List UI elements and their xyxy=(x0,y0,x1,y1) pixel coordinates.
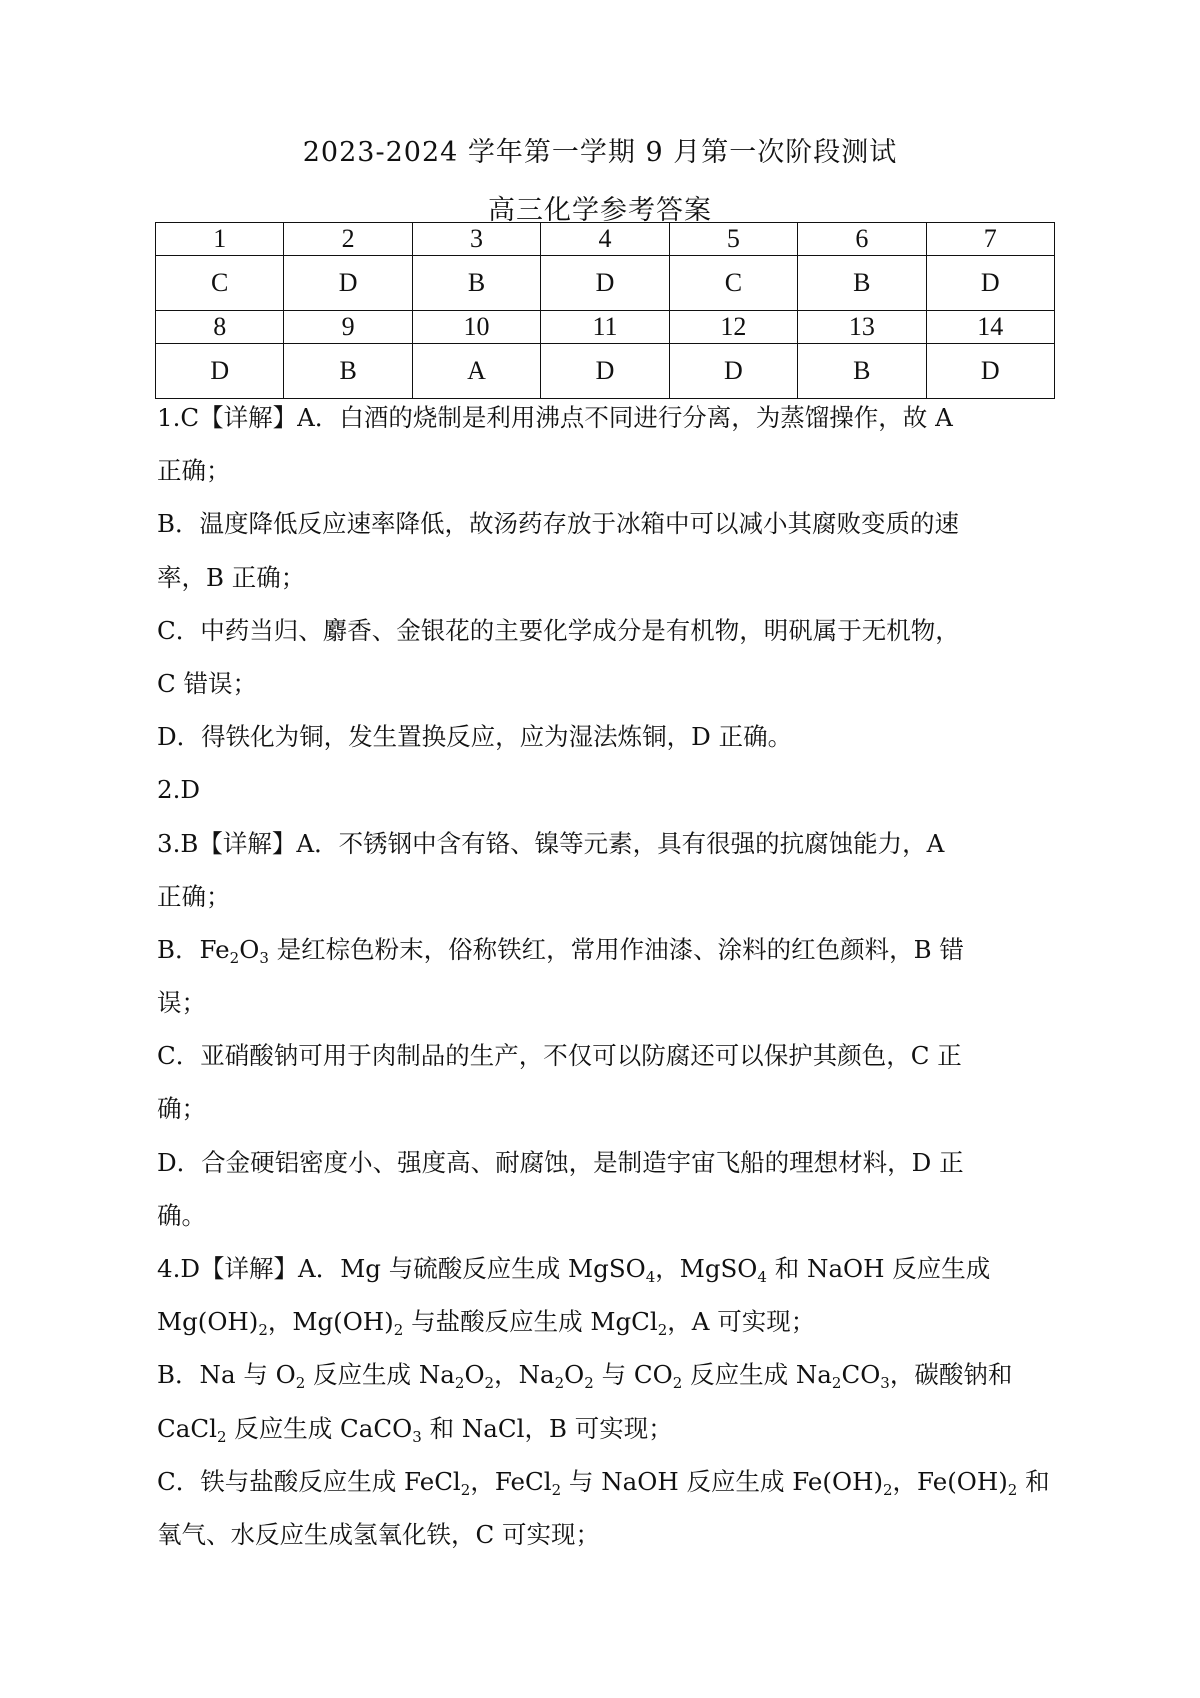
text-line: 误； xyxy=(157,988,206,1018)
text-line: B．温度降低反应速率降低，故汤药存放于冰箱中可以减小其腐败变质的速 xyxy=(157,509,960,539)
text-line: C．铁与盐酸反应生成 FeCl$_2$，FeCl$_2$ 与 NaOH 反应生成 $Fe(OH)_2$，$Fe(OH)_2$ 和 xyxy=(157,1466,1050,1499)
answer-cell: D xyxy=(669,344,797,399)
text-line: 氧气、水反应生成氢氧化铁，C 可实现； xyxy=(157,1519,601,1549)
answer-cell: D xyxy=(156,344,284,399)
text-line: C．亚硝酸钠可用于肉制品的生产，不仅可以防腐还可以保护其颜色，C 正 xyxy=(157,1041,962,1071)
question-number: 5 xyxy=(669,223,797,256)
question-number: 1 xyxy=(156,223,284,256)
answer-cell: B xyxy=(284,344,412,399)
answer-row xyxy=(156,344,1055,399)
question-number: 11 xyxy=(541,311,669,344)
text-line: D．合金硬铝密度小、强度高、耐腐蚀，是制造宇宙飞船的理想材料，D 正 xyxy=(157,1147,964,1177)
question-number: 3 xyxy=(412,223,540,256)
text-line: B．Na 与 $O_2$ 反应生成 $Na_2O_2$，$Na_2O_2$ 与 $CO_2$ 反应生成 $Na_2CO_3$，碳酸钠和 xyxy=(157,1360,1013,1393)
document-title: 2023-2024 学年第一学期 9 月第一次阶段测试 xyxy=(302,137,898,168)
question-number: 6 xyxy=(798,223,926,256)
answer-table xyxy=(155,222,1055,399)
answer-cell: C xyxy=(669,256,797,311)
text-line: 正确； xyxy=(157,456,231,486)
question-number-row xyxy=(156,223,1055,256)
question-number: 9 xyxy=(284,311,412,344)
answer-cell: D xyxy=(284,256,412,311)
question-number: 4 xyxy=(541,223,669,256)
text-line: 1.C【详解】A．白酒的烧制是利用沸点不同进行分离，为蒸馏操作，故 A xyxy=(157,403,953,432)
text-line: C．中药当归、麝香、金银花的主要化学成分是有机物，明矾属于无机物， xyxy=(157,615,960,645)
question-number: 8 xyxy=(156,311,284,344)
text-line: 4.D【详解】A．Mg 与硫酸反应生成 MgSO$_4$，MgSO$_4$ 和 NaOH 反应生成 xyxy=(157,1254,991,1286)
explanation-body xyxy=(157,398,1057,1568)
question-number: 13 xyxy=(798,311,926,344)
answer-cell: D xyxy=(541,344,669,399)
answer-cell: C xyxy=(156,256,284,311)
text-line: 2.D xyxy=(157,775,201,805)
question-number: 10 xyxy=(412,311,540,344)
text-line: 3.B【详解】A．不锈钢中含有铬、镍等元素，具有很强的抗腐蚀能力，A xyxy=(157,828,945,858)
question-number: 14 xyxy=(926,311,1054,344)
answer-cell: B xyxy=(798,256,926,311)
answer-cell: B xyxy=(798,344,926,399)
answer-cell: D xyxy=(926,344,1054,399)
answer-row xyxy=(156,256,1055,311)
text-line: CaCl$_2$ 反应生成 CaCO$_3$ 和 NaCl，B 可实现； xyxy=(157,1413,673,1446)
answer-cell: D xyxy=(926,256,1054,311)
text-line: 率，B 正确； xyxy=(157,562,306,592)
answer-cell: B xyxy=(412,256,540,311)
question-number: 12 xyxy=(669,311,797,344)
text-line: $Mg(OH)_2$，$Mg(OH)_2$ 与盐酸反应生成 MgCl$_2$，A 可实现； xyxy=(157,1307,816,1340)
question-number-row xyxy=(156,311,1055,344)
text-line: 确； xyxy=(157,1094,206,1124)
answer-cell: D xyxy=(541,256,669,311)
question-number: 7 xyxy=(926,223,1054,256)
text-line: 正确； xyxy=(157,881,231,911)
text-line: 确。 xyxy=(157,1200,206,1230)
question-number: 2 xyxy=(284,223,412,256)
text-line: C 错误； xyxy=(157,668,258,698)
text-line: B．$Fe_2O_3$ 是红棕色粉末，俗称铁红，常用作油漆、涂料的红色颜料，B 错 xyxy=(157,934,964,967)
document-subtitle: 高三化学参考答案 xyxy=(488,195,712,226)
text-line: D．得铁化为铜，发生置换反应，应为湿法炼铜，D 正确。 xyxy=(157,722,793,752)
answer-cell: A xyxy=(412,344,540,399)
